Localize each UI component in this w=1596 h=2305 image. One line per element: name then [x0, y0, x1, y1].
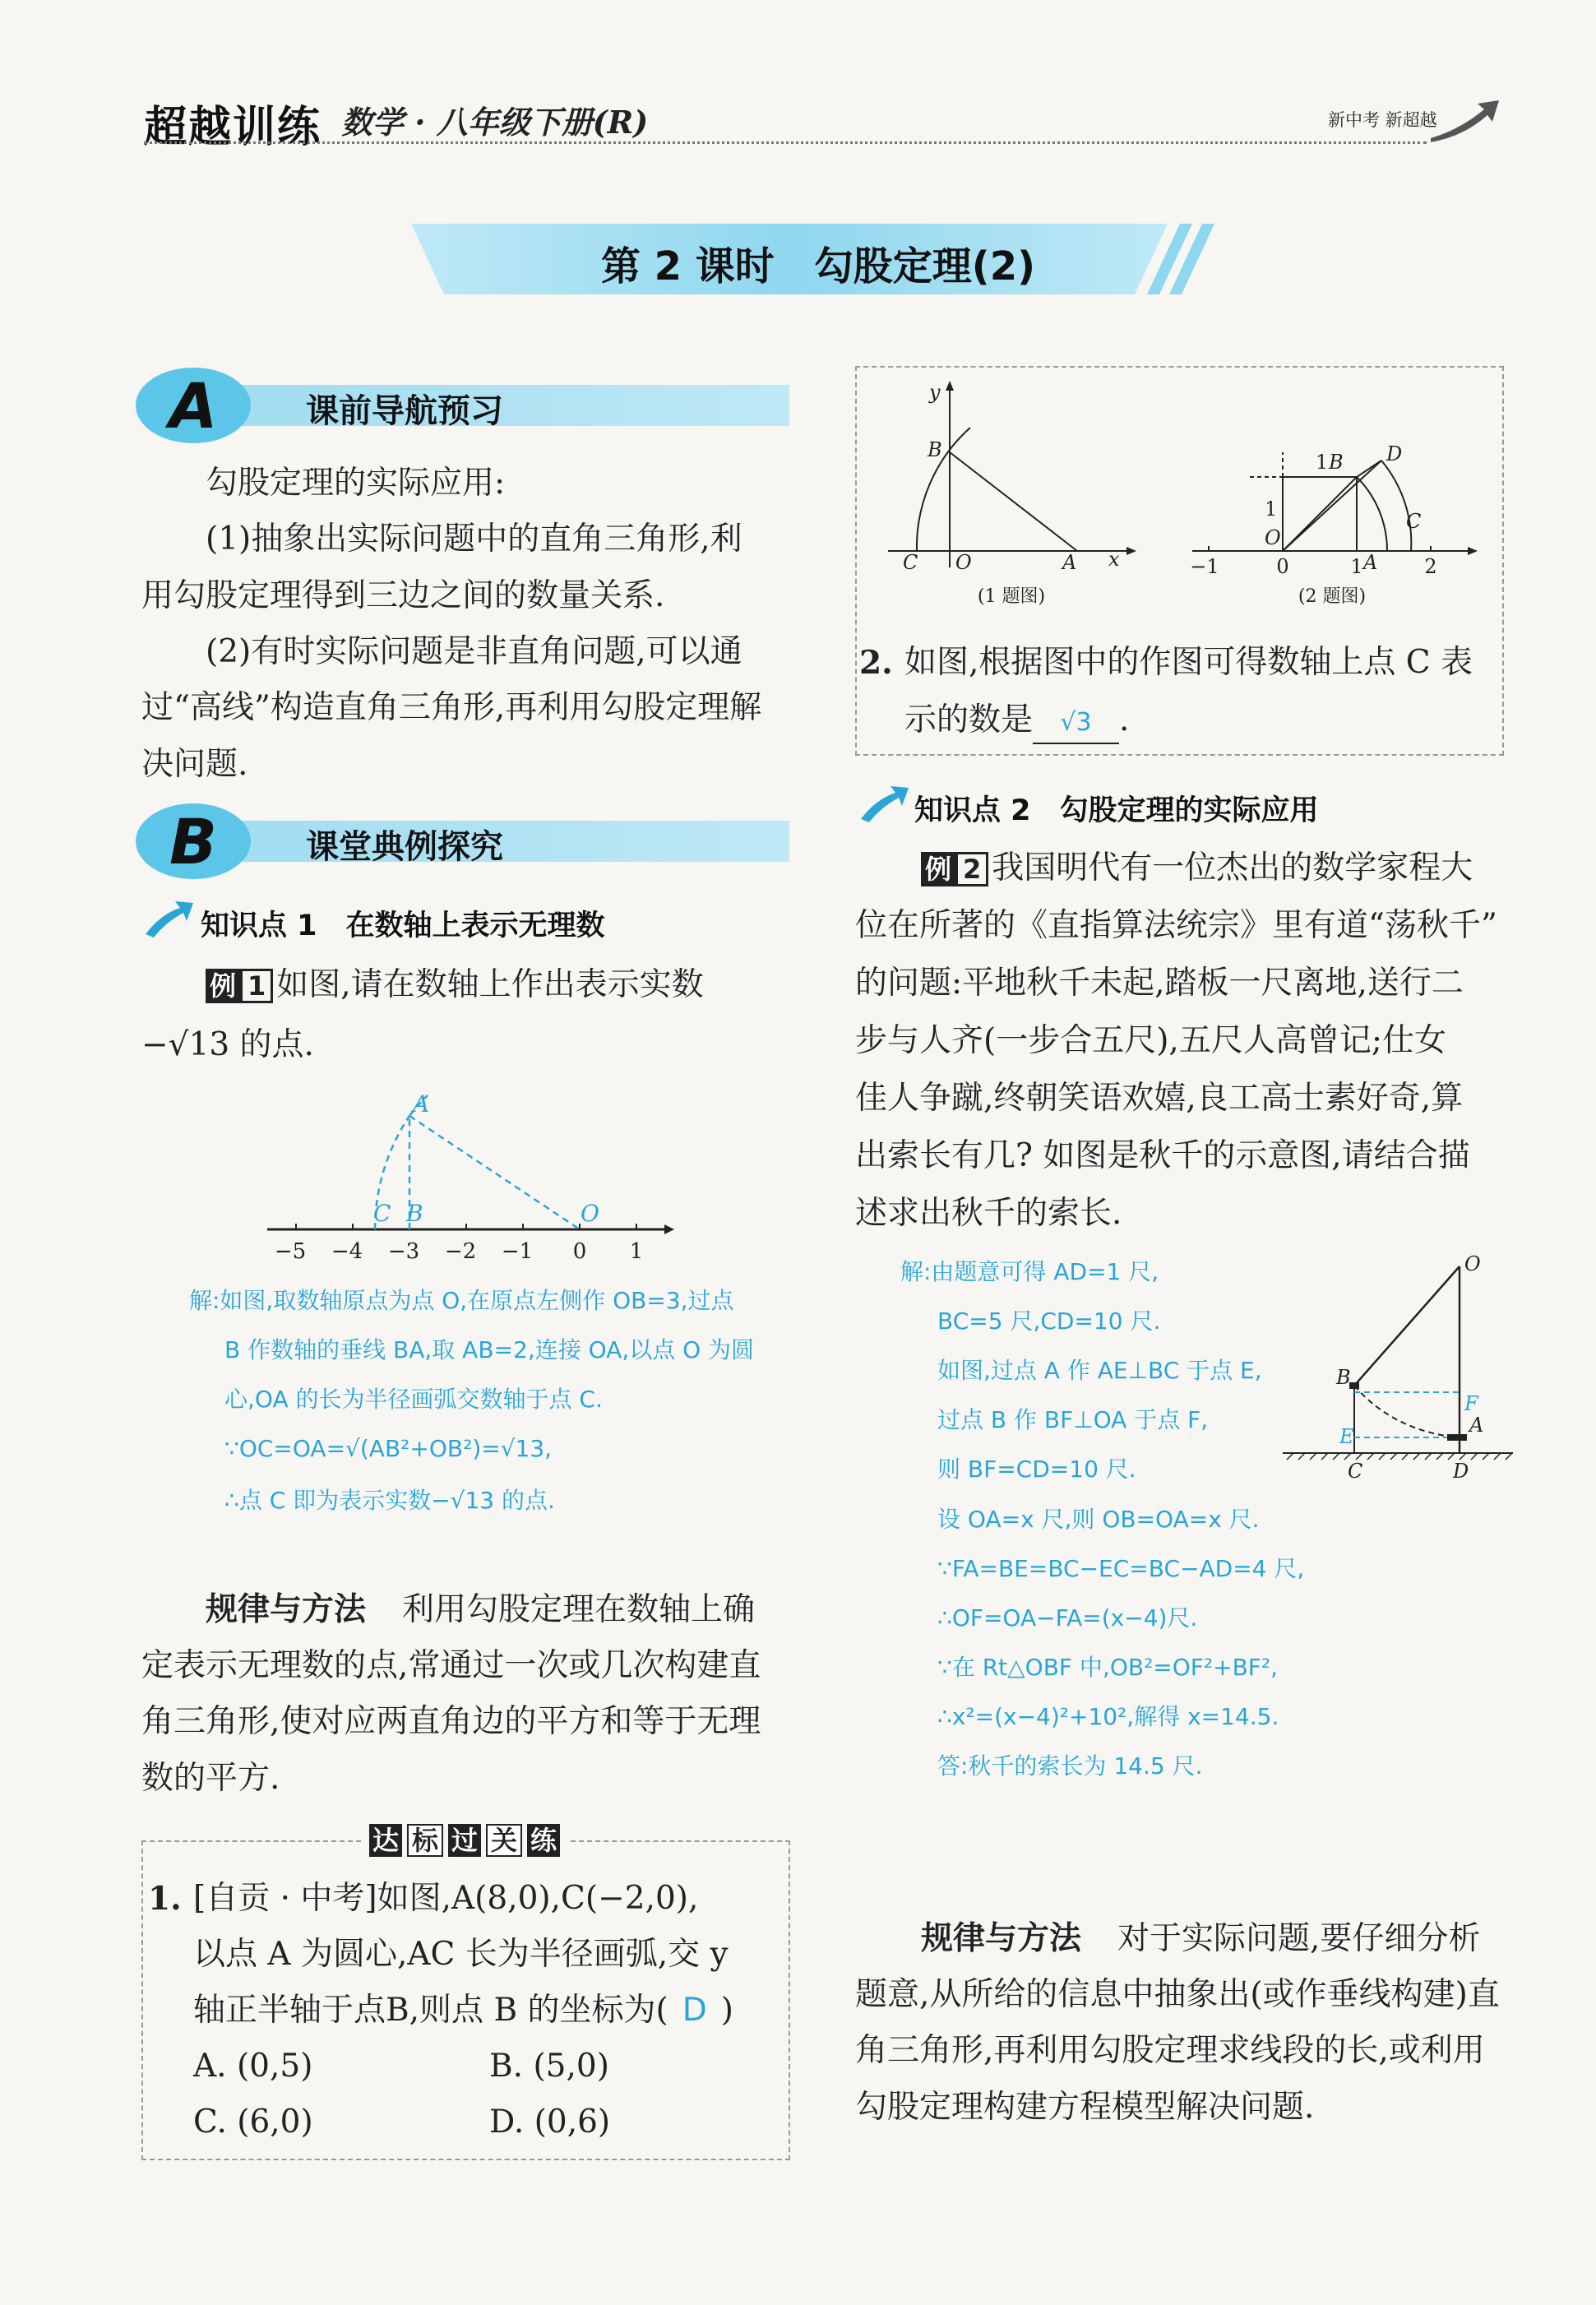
- example-2-line6: 出索长有几? 如图是秋千的示意图,请结合描: [855, 1137, 1470, 1174]
- point-label: B: [928, 438, 942, 461]
- method-2-line4: 勾股定理构建方程模型解决问题.: [855, 2089, 1315, 2126]
- tick-label: −5: [274, 1239, 307, 1264]
- solution-2-line4: 过点 B 作 BF⊥OA 于点 F,: [937, 1406, 1209, 1433]
- example-2-text: 我国明代有一位杰出的数学家程大: [992, 849, 1473, 886]
- header-slogan: 新中考 新超越: [1328, 110, 1437, 130]
- solution-1-line3: 心,OA 的长为半径画弧交数轴于点 C.: [224, 1386, 603, 1413]
- solution-1-line5: ∴点 C 即为表示实数−√13 的点.: [224, 1487, 555, 1514]
- point-label: C: [1406, 510, 1422, 533]
- practice-title-char: 过: [448, 1824, 481, 1857]
- solution-2-line6: 设 OA=x 尺,则 OB=OA=x 尺.: [937, 1506, 1260, 1533]
- example-1-line2: −√13 的点.: [141, 1026, 314, 1063]
- point-label: B: [406, 1200, 423, 1227]
- figure-2-number-line: [1184, 428, 1480, 617]
- question-1-close: ): [720, 1992, 733, 2029]
- example-number: 2: [955, 852, 988, 886]
- practice-title-char: 标: [407, 1824, 443, 1857]
- lesson-title: 第 2 课时 勾股定理(2): [600, 243, 1036, 289]
- question-2-line2: [904, 693, 1129, 748]
- solution-2-line10: ∴x²=(x−4)²+10²,解得 x=14.5.: [937, 1703, 1279, 1730]
- unit-label: 1: [1265, 498, 1278, 521]
- point-label: F: [1464, 1392, 1478, 1415]
- tick-label: 0: [1276, 555, 1289, 578]
- method-2-text: 对于实际问题,要仔细分析: [1117, 1920, 1481, 1957]
- point-label: E: [1339, 1425, 1354, 1448]
- example-2-line1: [921, 841, 1473, 896]
- solution-1-line2: B 作数轴的垂线 BA,取 AB=2,连接 OA,以点 O 为圆: [224, 1336, 755, 1363]
- question-1-answer: D: [682, 1992, 707, 2029]
- point-label: B: [1336, 1366, 1351, 1389]
- knowledge-point-1-title: 知识点 1 在数轴上表示无理数: [201, 910, 605, 942]
- solution-2-line2: BC=5 尺,CD=10 尺.: [937, 1308, 1161, 1335]
- arrow-logo-icon: [1427, 97, 1501, 146]
- method-1-line4: 数的平方.: [141, 1760, 280, 1797]
- example-2-swing-figure: [1279, 1254, 1517, 1501]
- point-label: C: [1348, 1460, 1363, 1483]
- section-a-p1-line2: 用勾股定理得到三边之间的数量关系.: [141, 577, 665, 614]
- example-1-line1: [206, 958, 704, 1012]
- section-b-title: 课堂典例探究: [306, 828, 503, 866]
- practice-title: [362, 1824, 567, 1857]
- question-2-end: .: [1119, 701, 1130, 738]
- figure-caption: (1 题图): [977, 586, 1046, 607]
- knowledge-point-arrow-icon: [144, 898, 195, 939]
- example-label: 例: [921, 852, 955, 886]
- option-a[interactable]: A. (0,5): [193, 2048, 313, 2085]
- question-1-line3: [193, 1983, 733, 2038]
- tick-label: −3: [387, 1239, 420, 1264]
- question-2-answer: √3: [1033, 703, 1119, 744]
- section-b-badge: B: [136, 803, 251, 879]
- tick-label: −2: [444, 1239, 477, 1264]
- example-2-line4: 步与人齐(一步合五尺),五尺人高曾记;仕女: [855, 1022, 1446, 1059]
- tick-label: 1: [1350, 555, 1363, 578]
- solution-2-line9: ∵在 Rt△OBF 中,OB²=OF²+BF²,: [937, 1654, 1279, 1681]
- section-a-title: 课前导航预习: [306, 392, 503, 430]
- figure-caption: (2 题图): [1298, 586, 1367, 607]
- method-1-line1: [206, 1583, 755, 1637]
- method-label: 规律与方法: [206, 1591, 367, 1628]
- point-label: C: [903, 551, 918, 574]
- example-number: 1: [240, 969, 273, 1003]
- tick-label: −1: [501, 1239, 534, 1264]
- solution-2-line11: 答:秋千的索长为 14.5 尺.: [937, 1752, 1203, 1780]
- solution-2-line5: 则 BF=CD=10 尺.: [937, 1456, 1136, 1483]
- section-a-badge: A: [136, 368, 251, 443]
- question-2-line1: 如图,根据图中的作图可得数轴上点 C 表: [904, 644, 1473, 681]
- solution-1-line4: ∵OC=OA=√(AB²+OB²)=√13,: [224, 1435, 553, 1462]
- option-b[interactable]: B. (5,0): [489, 2048, 609, 2085]
- tick-label: 2: [1424, 555, 1437, 578]
- point-label: O: [955, 551, 972, 574]
- question-1-number: 1.: [148, 1880, 182, 1918]
- point-label: B: [1329, 451, 1344, 474]
- tick-label: −1: [1190, 555, 1219, 578]
- example-label: 例: [206, 969, 240, 1003]
- point-label: O: [1265, 526, 1281, 549]
- example-2-line3: 的问题:平地秋千未起,踏板一尺离地,送行二: [855, 965, 1464, 1002]
- axis-label: y: [929, 381, 941, 404]
- option-d[interactable]: D. (0,6): [489, 2104, 611, 2141]
- section-a-p2-line1: (2)有时实际问题是非直角问题,可以通: [206, 633, 742, 670]
- section-a-p1-line1: (1)抽象出实际问题中的直角三角形,利: [206, 521, 742, 558]
- book-subtitle: 数学 · 八年级下册(R): [341, 104, 649, 141]
- method-1-line3: 角三角形,使对应两直角边的平方和等于无理: [141, 1703, 761, 1740]
- method-2-line2: 题意,从所给的信息中抽象出(或作垂线构建)直: [855, 1976, 1500, 2013]
- solution-2-line8: ∴OF=OA−FA=(x−4)尺.: [937, 1604, 1198, 1632]
- tick-label: 0: [572, 1239, 587, 1264]
- question-2-stem: 示的数是: [904, 701, 1034, 738]
- practice-title-char: 练: [527, 1824, 560, 1857]
- solution-1-line1: 解:如图,取数轴原点为点 O,在原点左侧作 OB=3,过点: [189, 1287, 734, 1314]
- point-label: D: [1386, 442, 1403, 465]
- solution-2-line1: 解:由题意可得 AD=1 尺,: [900, 1258, 1159, 1285]
- brand-title: 超越训练: [144, 103, 322, 152]
- tick-label: −4: [331, 1239, 363, 1264]
- example-2-line7: 述求出秋千的索长.: [855, 1195, 1122, 1232]
- section-a-p2-line3: 决问题.: [141, 746, 248, 783]
- method-2-line3: 角三角形,再利用勾股定理求线段的长,或利用: [855, 2032, 1485, 2069]
- question-1-stem: 轴正半轴于点B,则点 B 的坐标为(: [193, 1992, 668, 2029]
- example-2-line2: 位在所著的《直指算法统宗》里有道“荡秋千”: [855, 907, 1497, 944]
- solution-2-line3: 如图,过点 A 作 AE⊥BC 于点 E,: [937, 1357, 1262, 1384]
- example-1-number-line-figure: [263, 1061, 674, 1275]
- section-a-p2-line2: 过“高线”构造直角三角形,再利用勾股定理解: [141, 689, 762, 726]
- method-1-line2: 定表示无理数的点,常通过一次或几次构建直: [141, 1647, 761, 1684]
- method-2-line1: [921, 1912, 1480, 1966]
- option-c[interactable]: C. (6,0): [193, 2104, 313, 2141]
- axis-label: x: [1108, 548, 1120, 571]
- practice-title-char: 关: [486, 1824, 522, 1857]
- question-1-line2: 以点 A 为圆心,AC 长为半径画弧,交 y: [193, 1936, 729, 1973]
- unit-label: 1: [1316, 451, 1329, 474]
- question-1-line1: [自贡 · 中考]如图,A(8,0),C(−2,0),: [193, 1880, 699, 1917]
- question-2-number: 2.: [859, 644, 893, 682]
- knowledge-point-arrow-icon: [859, 783, 910, 824]
- point-label: A: [1363, 551, 1378, 574]
- point-label: A: [1469, 1414, 1484, 1437]
- solution-2-line7: ∵FA=BE=BC−EC=BC−AD=4 尺,: [937, 1555, 1305, 1582]
- point-label: A: [1062, 551, 1077, 574]
- point-label: C: [373, 1200, 391, 1227]
- point-label: O: [1464, 1254, 1481, 1275]
- knowledge-point-2-title: 知识点 2 勾股定理的实际应用: [914, 794, 1319, 827]
- method-label: 规律与方法: [921, 1920, 1082, 1957]
- example-2-line5: 佳人争蹴,终朝笑语欢嬉,良工高士素好奇,算: [855, 1080, 1464, 1117]
- point-label: D: [1453, 1460, 1469, 1483]
- method-1-text: 利用勾股定理在数轴上确: [402, 1591, 756, 1628]
- point-label: A: [413, 1090, 430, 1118]
- figure-1-coordinate-plane: [880, 378, 1143, 617]
- tick-label: 1: [629, 1239, 644, 1264]
- section-a-intro: 勾股定理的实际应用:: [206, 465, 506, 502]
- point-label: O: [581, 1200, 599, 1227]
- header-divider: [144, 141, 1427, 144]
- example-1-text: 如图,请在数轴上作出表示实数: [276, 966, 704, 1003]
- practice-title-char: 达: [369, 1824, 402, 1857]
